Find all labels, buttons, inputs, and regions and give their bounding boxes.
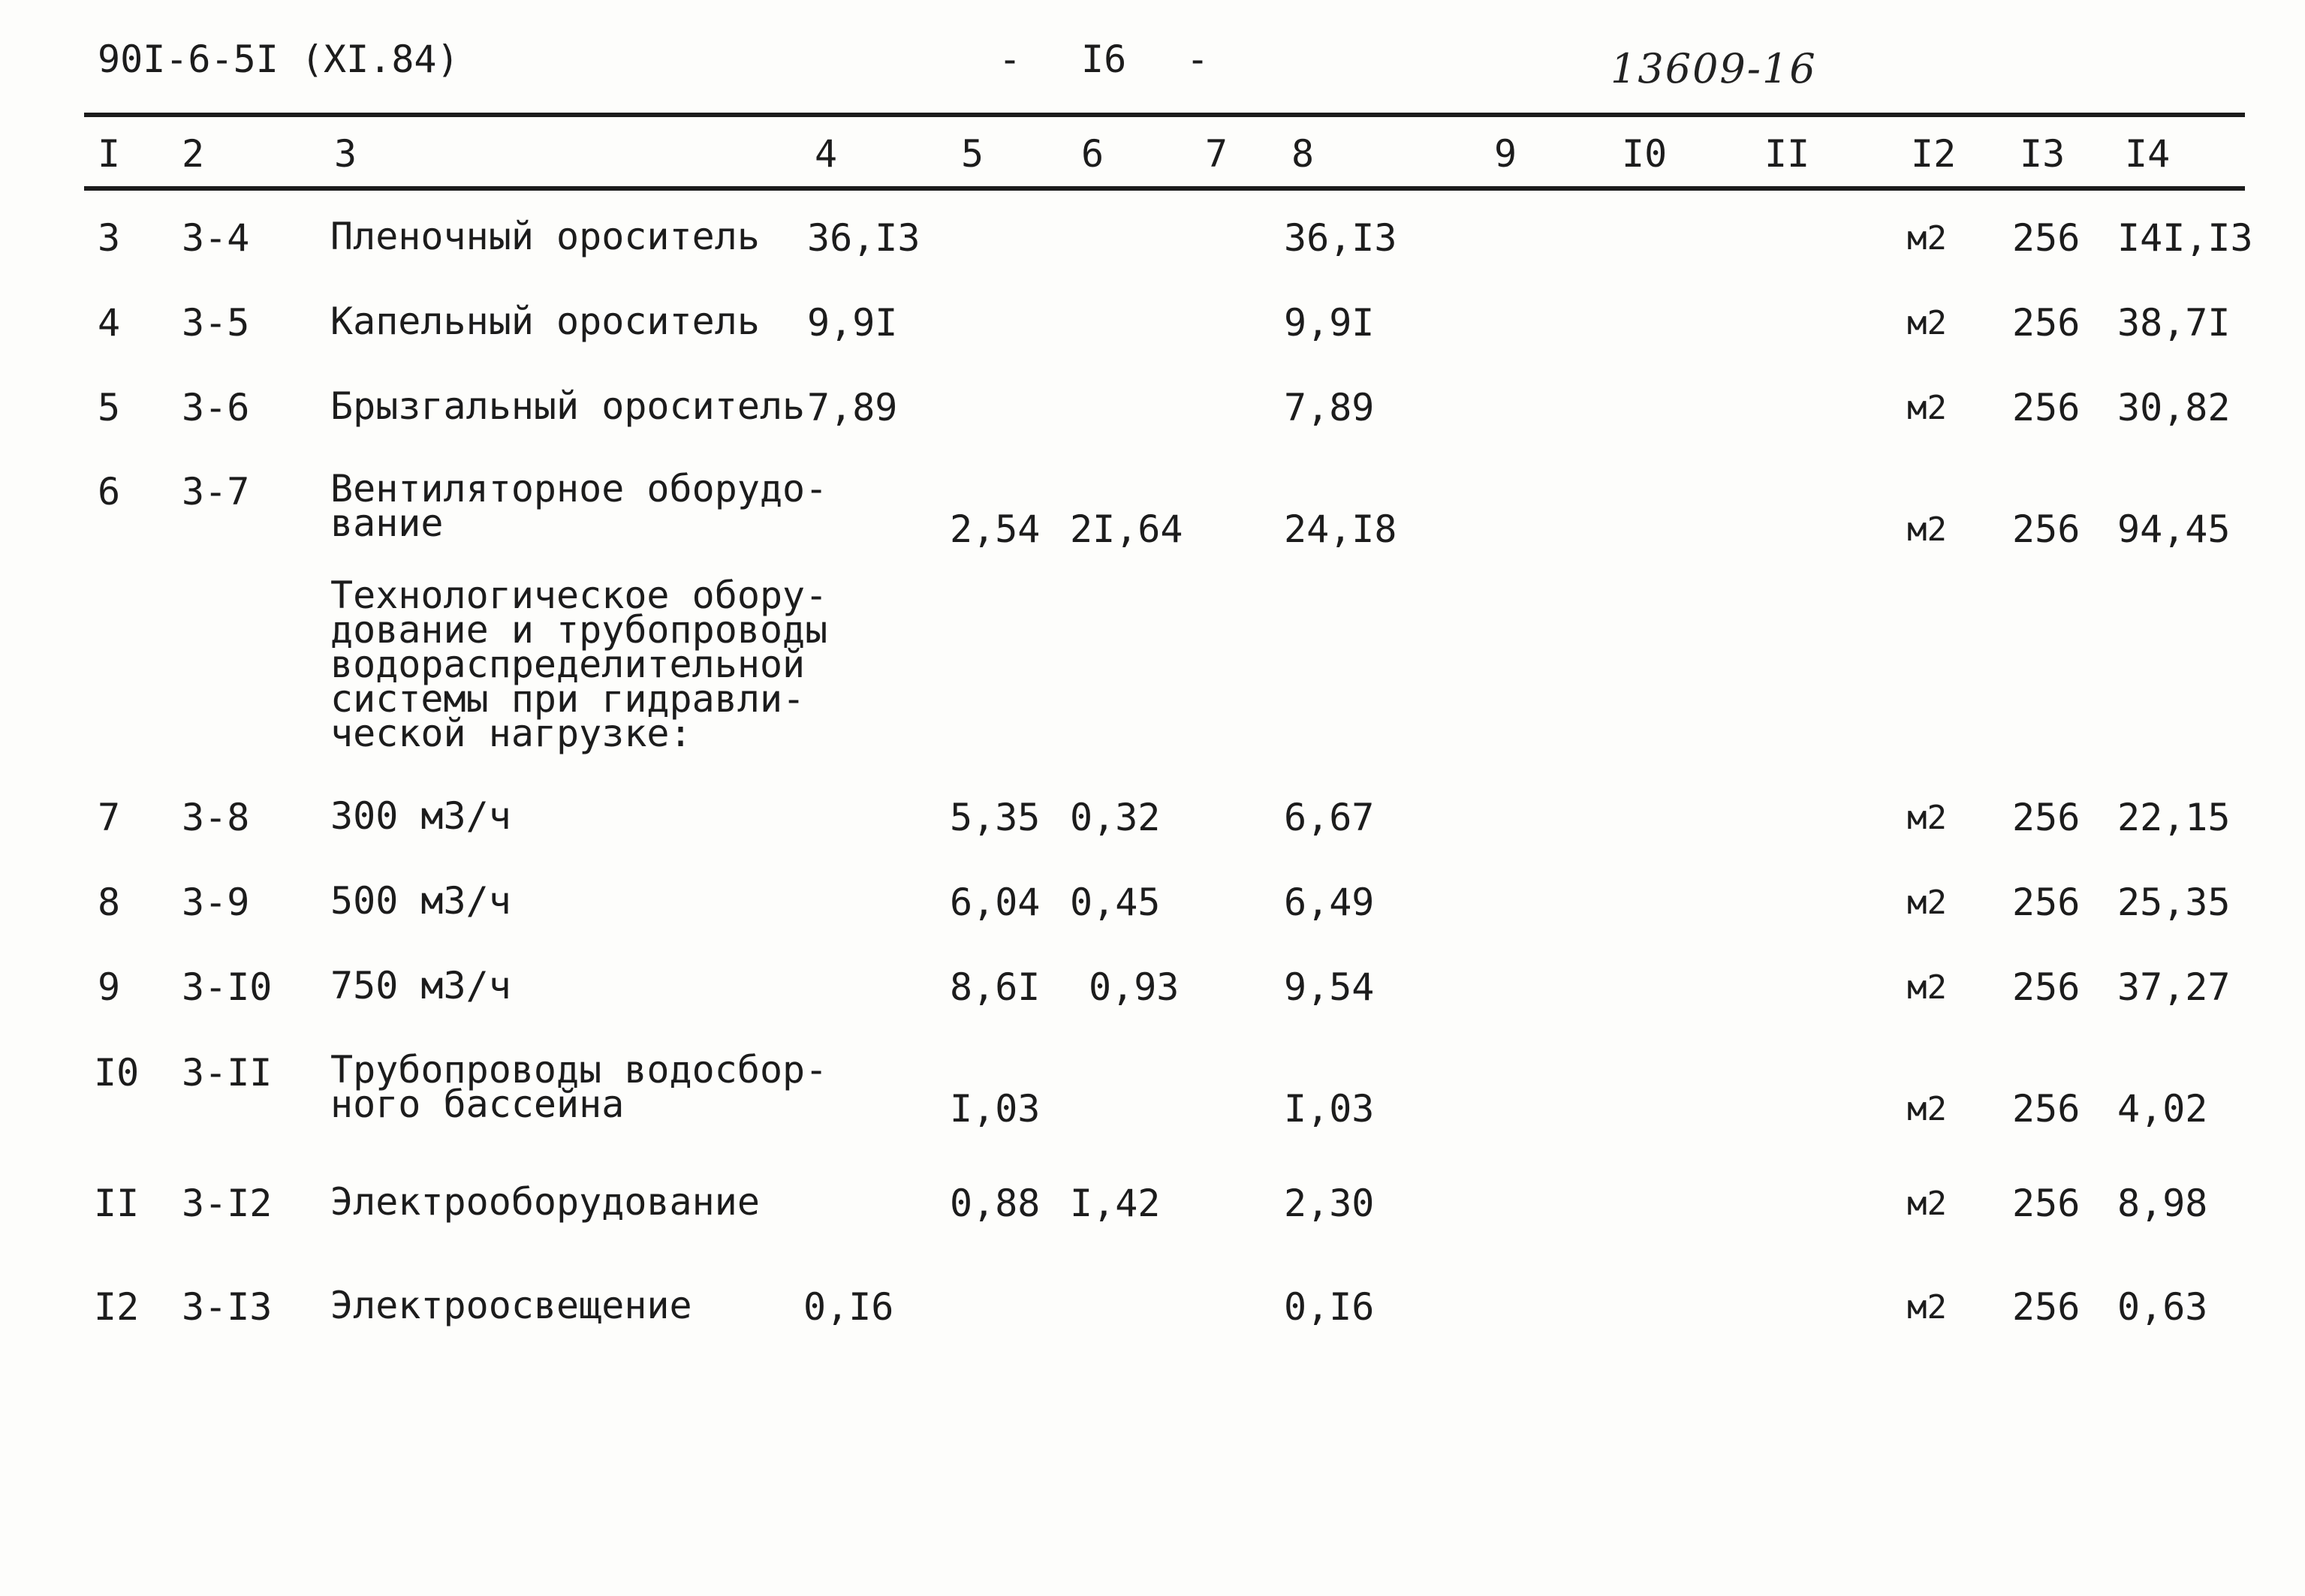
row-number: II xyxy=(94,1182,140,1225)
value-col14: 22,15 xyxy=(2117,796,2231,839)
price-code: 3-7 xyxy=(182,470,250,513)
value-col5: 0,88 xyxy=(950,1182,1041,1225)
value-col8: 2,30 xyxy=(1284,1182,1375,1225)
row-number: I0 xyxy=(94,1051,140,1095)
column-header: 9 xyxy=(1494,132,1517,176)
unit: м2 xyxy=(1907,1090,1947,1128)
column-header: 2 xyxy=(182,132,205,176)
value-col5: 2,54 xyxy=(950,507,1041,551)
column-header: 8 xyxy=(1291,132,1315,176)
column-header: I0 xyxy=(1622,132,1668,176)
value-col8: 36,I3 xyxy=(1284,216,1397,260)
value-col4: 0,I6 xyxy=(803,1285,894,1329)
column-header: 7 xyxy=(1205,132,1228,176)
price-code: 3-6 xyxy=(182,386,250,429)
page-dash-right: - xyxy=(1186,38,1210,81)
value-col13: 256 xyxy=(2012,507,2081,551)
value-col14: 94,45 xyxy=(2117,507,2231,551)
value-col5: 8,6I xyxy=(950,965,1041,1009)
row-number: 7 xyxy=(98,796,121,839)
price-code: 3-I0 xyxy=(182,965,273,1009)
page-number: I6 xyxy=(1081,38,1127,81)
column-header: I2 xyxy=(1911,132,1957,176)
value-col13: 256 xyxy=(2012,1087,2081,1131)
row-number: 8 xyxy=(98,881,121,924)
value-col5: I,03 xyxy=(950,1087,1041,1131)
unit: м2 xyxy=(1907,884,1947,922)
value-col13: 256 xyxy=(2012,881,2081,924)
price-code: 3-4 xyxy=(182,216,250,260)
handwritten-number: 13609-16 xyxy=(1610,45,1817,92)
item-description: Брызгальный ороситель xyxy=(330,384,806,428)
value-col8: 6,49 xyxy=(1284,881,1375,924)
unit: м2 xyxy=(1907,304,1947,342)
item-description: 500 м3/ч xyxy=(330,879,511,923)
value-col4: 36,I3 xyxy=(807,216,920,260)
price-code: 3-5 xyxy=(182,301,250,345)
row-number: 5 xyxy=(98,386,121,429)
value-col8: 0,I6 xyxy=(1284,1285,1375,1329)
unit: м2 xyxy=(1907,389,1947,427)
unit: м2 xyxy=(1907,1185,1947,1223)
price-code: 3-8 xyxy=(182,796,250,839)
row-number: I2 xyxy=(94,1285,140,1329)
value-col14: I4I,I3 xyxy=(2117,216,2253,260)
price-code: 3-II xyxy=(182,1051,273,1095)
value-col13: 256 xyxy=(2012,965,2081,1009)
value-col8: I,03 xyxy=(1284,1087,1375,1131)
column-header: 5 xyxy=(961,132,984,176)
value-col13: 256 xyxy=(2012,1182,2081,1225)
row-number: 3 xyxy=(98,216,121,260)
item-description: Электроосвещение xyxy=(330,1284,692,1327)
group-description: Технологическое обору- дование и трубопроводы водораспределительной системы при гидравли- ческой нагрузке: xyxy=(330,574,828,755)
page-dash-left: - xyxy=(999,38,1022,81)
header-rule xyxy=(84,186,2245,191)
value-col6: 2I,64 xyxy=(1070,507,1183,551)
top-rule xyxy=(84,113,2245,117)
value-col6: I,42 xyxy=(1070,1182,1161,1225)
column-header: I4 xyxy=(2125,132,2171,176)
column-header: 6 xyxy=(1081,132,1104,176)
value-col5: 5,35 xyxy=(950,796,1041,839)
value-col6: 0,45 xyxy=(1070,881,1161,924)
value-col14: 25,35 xyxy=(2117,881,2231,924)
value-col14: 30,82 xyxy=(2117,386,2231,429)
item-description: Пленочный ороситель xyxy=(330,215,760,258)
unit: м2 xyxy=(1907,510,1947,549)
row-number: 4 xyxy=(98,301,121,345)
value-col13: 256 xyxy=(2012,796,2081,839)
document-code: 90I-6-5I (XI.84) xyxy=(98,38,459,81)
column-header: I3 xyxy=(2020,132,2065,176)
unit: м2 xyxy=(1907,219,1947,257)
price-code: 3-I2 xyxy=(182,1182,273,1225)
row-number: 6 xyxy=(98,470,121,513)
value-col14: 0,63 xyxy=(2117,1285,2208,1329)
value-col4: 9,9I xyxy=(807,301,898,345)
value-col8: 7,89 xyxy=(1284,386,1375,429)
value-col6: 0,32 xyxy=(1070,796,1161,839)
value-col14: 37,27 xyxy=(2117,965,2231,1009)
price-code: 3-9 xyxy=(182,881,250,924)
item-description: Капельный ороситель xyxy=(330,300,760,343)
unit: м2 xyxy=(1907,1288,1947,1326)
value-col13: 256 xyxy=(2012,1285,2081,1329)
value-col5: 6,04 xyxy=(950,881,1041,924)
value-col14: 8,98 xyxy=(2117,1182,2208,1225)
value-col8: 9,54 xyxy=(1284,965,1375,1009)
value-col6: 0,93 xyxy=(1089,965,1180,1009)
item-description: 750 м3/ч xyxy=(330,964,511,1007)
item-description: Электрооборудование xyxy=(330,1180,760,1224)
value-col13: 256 xyxy=(2012,301,2081,345)
row-number: 9 xyxy=(98,965,121,1009)
value-col13: 256 xyxy=(2012,216,2081,260)
value-col14: 38,7I xyxy=(2117,301,2231,345)
value-col4: 7,89 xyxy=(807,386,898,429)
item-description: Трубопроводы водосбор- ного бассейна xyxy=(330,1048,828,1126)
column-header: II xyxy=(1764,132,1810,176)
value-col8: 6,67 xyxy=(1284,796,1375,839)
column-header: 4 xyxy=(815,132,838,176)
unit: м2 xyxy=(1907,968,1947,1007)
value-col8: 9,9I xyxy=(1284,301,1375,345)
value-col8: 24,I8 xyxy=(1284,507,1397,551)
value-col13: 256 xyxy=(2012,386,2081,429)
item-description: Вентиляторное оборудо- вание xyxy=(330,467,828,545)
unit: м2 xyxy=(1907,799,1947,837)
item-description: 300 м3/ч xyxy=(330,794,511,838)
column-header: I xyxy=(98,132,121,176)
value-col14: 4,02 xyxy=(2117,1087,2208,1131)
price-code: 3-I3 xyxy=(182,1285,273,1329)
column-header: 3 xyxy=(334,132,357,176)
